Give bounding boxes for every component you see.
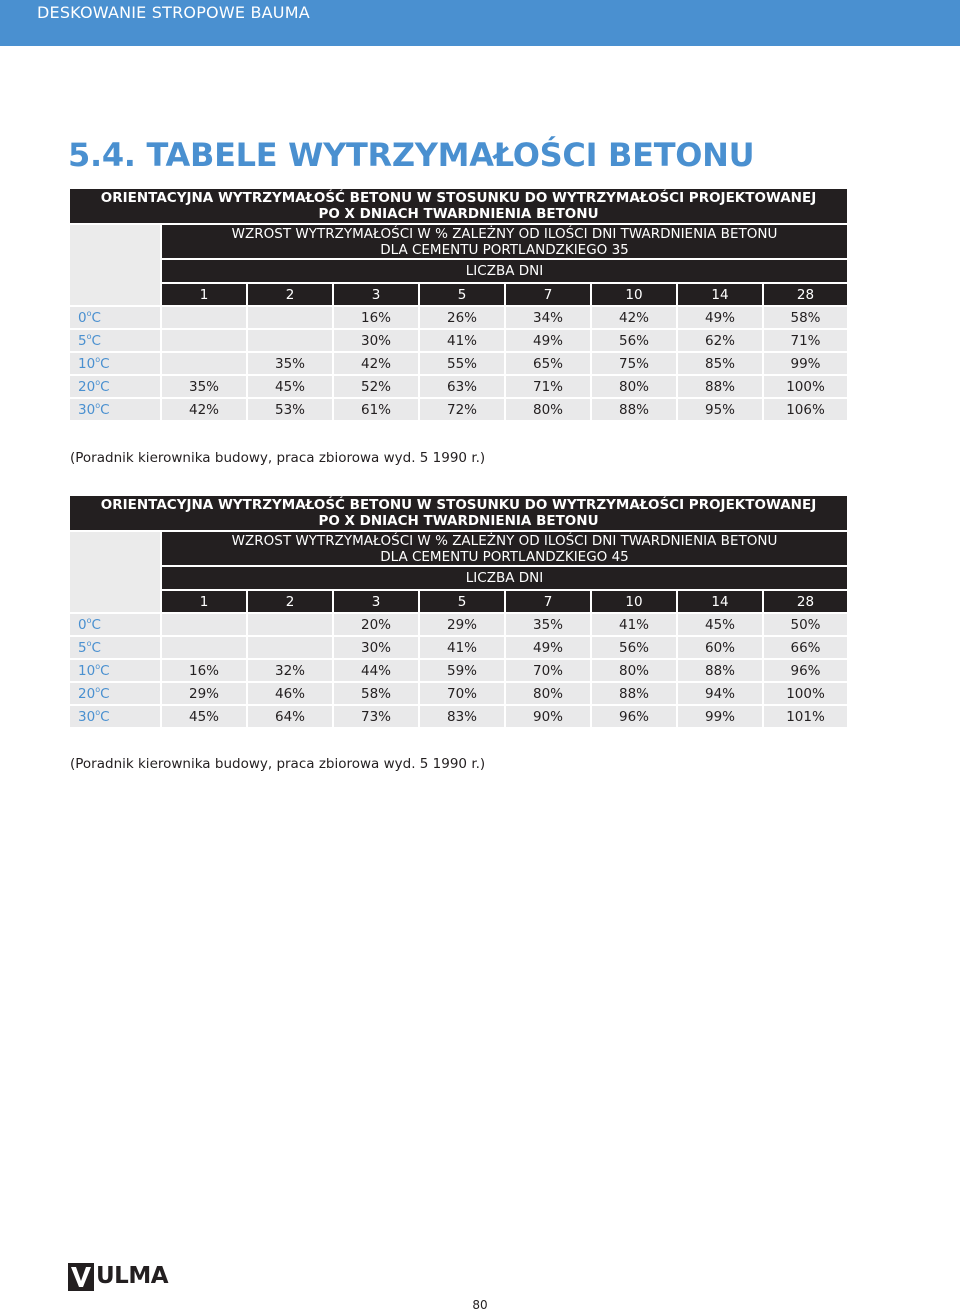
strength-value-cell: 72% — [419, 398, 505, 421]
strength-value-cell: 41% — [419, 636, 505, 659]
table-row — [69, 329, 848, 352]
temperature-cell — [69, 659, 161, 682]
strength-value-cell: 58% — [333, 682, 419, 705]
strength-value-cell: 62% — [677, 329, 763, 352]
day-header: 7 — [505, 590, 591, 613]
degree-symbol: o — [86, 616, 92, 625]
temperature-cell — [69, 613, 161, 636]
temperature-cell — [69, 636, 161, 659]
day-header: 10 — [591, 283, 677, 306]
temperature-cell — [69, 306, 161, 329]
temperature-cell — [69, 375, 161, 398]
degree-symbol: o — [86, 332, 92, 341]
strength-value-cell: 55% — [419, 352, 505, 375]
temperature-cell — [69, 329, 161, 352]
strength-value-cell: 100% — [763, 682, 848, 705]
strength-value-cell: 41% — [419, 329, 505, 352]
day-header: 1 — [161, 590, 247, 613]
temperature-unit: C — [91, 617, 101, 633]
strength-value-cell: 29% — [161, 682, 247, 705]
strength-value-cell: 26% — [419, 306, 505, 329]
table-title-line2: PO X DNIACH TWARDNIENIA BETONU — [318, 206, 599, 222]
strength-table-cement-45 — [68, 494, 849, 729]
strength-value-cell: 80% — [505, 682, 591, 705]
strength-value-cell: 29% — [419, 613, 505, 636]
days-label: LICZBA DNI — [161, 566, 848, 590]
strength-value-cell: 16% — [333, 306, 419, 329]
strength-value-cell: 45% — [247, 375, 333, 398]
days-label: LICZBA DNI — [161, 259, 848, 283]
strength-value-cell: 53% — [247, 398, 333, 421]
day-header: 5 — [419, 590, 505, 613]
table-sub-header — [161, 531, 848, 566]
strength-value-cell: 49% — [505, 636, 591, 659]
strength-value-cell: 66% — [763, 636, 848, 659]
strength-value-cell: 50% — [763, 613, 848, 636]
day-header: 5 — [419, 283, 505, 306]
strength-value-cell: 95% — [677, 398, 763, 421]
strength-value-cell: 75% — [591, 352, 677, 375]
strength-value-cell: 35% — [247, 352, 333, 375]
temperature-value: 0 — [78, 617, 87, 633]
temperature-unit: C — [100, 402, 110, 418]
temperature-unit: C — [100, 709, 110, 725]
table-title-line1: ORIENTACYJNA WYTRZYMAŁOŚĆ BETONU W STOSUNKU DO WYTRZYMAŁOŚCI PROJEKTOWANEJ — [100, 190, 817, 206]
strength-value-cell — [247, 636, 333, 659]
strength-value-cell: 94% — [677, 682, 763, 705]
strength-value-cell: 41% — [591, 613, 677, 636]
strength-value-cell: 88% — [591, 398, 677, 421]
strength-value-cell: 63% — [419, 375, 505, 398]
temperature-value: 10 — [78, 663, 96, 679]
temperature-value: 30 — [78, 709, 96, 725]
degree-symbol: o — [95, 401, 101, 410]
strength-value-cell — [161, 352, 247, 375]
temperature-unit: C — [100, 356, 110, 372]
strength-value-cell: 32% — [247, 659, 333, 682]
strength-value-cell: 64% — [247, 705, 333, 728]
table-row — [69, 613, 848, 636]
day-header: 7 — [505, 283, 591, 306]
header-title: DESKOWANIE STROPOWE BAUMA — [37, 3, 310, 22]
strength-value-cell: 73% — [333, 705, 419, 728]
strength-value-cell: 70% — [419, 682, 505, 705]
temperature-cell — [69, 682, 161, 705]
temperature-cell — [69, 705, 161, 728]
table-sub-line1: WZROST WYTRZYMAŁOŚCI W % ZALEŻNY OD ILOŚCI DNI TWARDNIENIA BETONU — [231, 532, 778, 549]
temperature-unit: C — [91, 310, 101, 326]
section-title: 5.4. TABELE WYTRZYMAŁOŚCI BETONU — [68, 136, 755, 174]
strength-value-cell: 99% — [763, 352, 848, 375]
day-header: 1 — [161, 283, 247, 306]
strength-value-cell: 80% — [591, 375, 677, 398]
strength-value-cell: 80% — [591, 659, 677, 682]
degree-symbol: o — [86, 309, 92, 318]
table-row — [69, 306, 848, 329]
strength-value-cell: 70% — [505, 659, 591, 682]
table-sub-line2: DLA CEMENTU PORTLANDZKIEGO 45 — [380, 548, 629, 565]
day-header: 14 — [677, 590, 763, 613]
strength-value-cell — [247, 306, 333, 329]
strength-value-cell: 71% — [763, 329, 848, 352]
degree-symbol: o — [95, 662, 101, 671]
table-row — [69, 398, 848, 421]
strength-value-cell: 96% — [763, 659, 848, 682]
table-source: (Poradnik kierownika budowy, praca zbiorowa wyd. 5 1990 r.) — [70, 756, 486, 772]
degree-symbol: o — [95, 355, 101, 364]
temperature-unit: C — [100, 663, 110, 679]
strength-value-cell: 90% — [505, 705, 591, 728]
day-header: 3 — [333, 283, 419, 306]
strength-value-cell: 60% — [677, 636, 763, 659]
day-header: 10 — [591, 590, 677, 613]
strength-value-cell: 35% — [505, 613, 591, 636]
table-title-line2: PO X DNIACH TWARDNIENIA BETONU — [318, 513, 599, 529]
strength-value-cell: 49% — [505, 329, 591, 352]
strength-value-cell: 20% — [333, 613, 419, 636]
strength-value-cell: 106% — [763, 398, 848, 421]
table-main-header — [69, 188, 848, 224]
strength-value-cell: 85% — [677, 352, 763, 375]
strength-table-cement-35 — [68, 187, 849, 422]
strength-value-cell: 88% — [677, 659, 763, 682]
temperature-value: 5 — [78, 640, 87, 656]
strength-value-cell: 16% — [161, 659, 247, 682]
day-header: 28 — [763, 283, 848, 306]
strength-value-cell: 42% — [333, 352, 419, 375]
logo-text: ULMA — [96, 1263, 169, 1289]
page-number: 80 — [472, 1298, 488, 1312]
temperature-unit: C — [91, 333, 101, 349]
strength-value-cell: 58% — [763, 306, 848, 329]
header-blank-cell — [69, 224, 161, 306]
temperature-cell — [69, 398, 161, 421]
strength-value-cell: 83% — [419, 705, 505, 728]
strength-value-cell: 45% — [161, 705, 247, 728]
day-header: 3 — [333, 590, 419, 613]
degree-symbol: o — [95, 378, 101, 387]
strength-value-cell: 45% — [677, 613, 763, 636]
strength-value-cell: 88% — [677, 375, 763, 398]
days-row — [69, 283, 848, 306]
table-sub-line1: WZROST WYTRZYMAŁOŚCI W % ZALEŻNY OD ILOŚCI DNI TWARDNIENIA BETONU — [231, 225, 778, 242]
strength-value-cell: 56% — [591, 329, 677, 352]
strength-value-cell: 61% — [333, 398, 419, 421]
table-row — [69, 705, 848, 728]
strength-value-cell: 56% — [591, 636, 677, 659]
day-header: 28 — [763, 590, 848, 613]
days-row — [69, 590, 848, 613]
strength-value-cell: 35% — [161, 375, 247, 398]
strength-value-cell: 30% — [333, 636, 419, 659]
strength-value-cell: 88% — [591, 682, 677, 705]
strength-value-cell: 71% — [505, 375, 591, 398]
header-blank-cell — [69, 531, 161, 613]
strength-value-cell: 42% — [591, 306, 677, 329]
day-header: 14 — [677, 283, 763, 306]
temperature-value: 0 — [78, 310, 87, 326]
header-bar — [0, 0, 960, 46]
ulma-logo-icon — [68, 1263, 94, 1291]
day-header: 2 — [247, 283, 333, 306]
strength-value-cell: 42% — [161, 398, 247, 421]
strength-value-cell: 96% — [591, 705, 677, 728]
table-title-line1: ORIENTACYJNA WYTRZYMAŁOŚĆ BETONU W STOSUNKU DO WYTRZYMAŁOŚCI PROJEKTOWANEJ — [100, 497, 817, 513]
table-row — [69, 375, 848, 398]
strength-value-cell: 46% — [247, 682, 333, 705]
day-header: 2 — [247, 590, 333, 613]
temperature-unit: C — [100, 379, 110, 395]
strength-value-cell — [161, 306, 247, 329]
temperature-value: 5 — [78, 333, 87, 349]
table-main-header — [69, 495, 848, 531]
strength-value-cell: 101% — [763, 705, 848, 728]
degree-symbol: o — [86, 639, 92, 648]
table-row — [69, 682, 848, 705]
strength-value-cell — [161, 613, 247, 636]
strength-value-cell: 44% — [333, 659, 419, 682]
degree-symbol: o — [95, 685, 101, 694]
table-row — [69, 659, 848, 682]
table-row — [69, 352, 848, 375]
strength-value-cell: 80% — [505, 398, 591, 421]
strength-value-cell: 65% — [505, 352, 591, 375]
strength-value-cell: 100% — [763, 375, 848, 398]
table-sub-header — [161, 224, 848, 259]
strength-value-cell — [161, 329, 247, 352]
temperature-cell — [69, 352, 161, 375]
strength-value-cell — [247, 329, 333, 352]
table-source: (Poradnik kierownika budowy, praca zbiorowa wyd. 5 1990 r.) — [70, 450, 486, 466]
table-row — [69, 636, 848, 659]
strength-value-cell: 52% — [333, 375, 419, 398]
degree-symbol: o — [95, 708, 101, 717]
temperature-value: 20 — [78, 379, 96, 395]
temperature-value: 20 — [78, 686, 96, 702]
strength-value-cell: 30% — [333, 329, 419, 352]
strength-value-cell: 99% — [677, 705, 763, 728]
table-sub-line2: DLA CEMENTU PORTLANDZKIEGO 35 — [380, 241, 629, 258]
strength-value-cell: 34% — [505, 306, 591, 329]
temperature-unit: C — [91, 640, 101, 656]
temperature-unit: C — [100, 686, 110, 702]
strength-value-cell — [161, 636, 247, 659]
temperature-value: 10 — [78, 356, 96, 372]
temperature-value: 30 — [78, 402, 96, 418]
strength-value-cell: 59% — [419, 659, 505, 682]
ulma-logo — [68, 1263, 178, 1291]
strength-value-cell: 49% — [677, 306, 763, 329]
strength-value-cell — [247, 613, 333, 636]
